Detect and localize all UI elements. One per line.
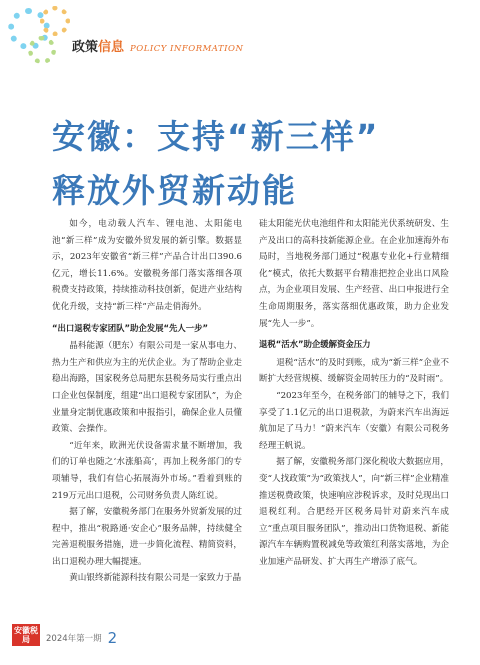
page-footer xyxy=(12,624,117,646)
paragraph: 退税“活水”的及时到账，成为“新三样”企业不断扩大经营规模、缓解资金周转压力的“及时雨”。 xyxy=(259,357,449,385)
publication-badge: 安徽税局 xyxy=(14,626,38,644)
title-line: 释放外贸新动能 xyxy=(52,171,297,210)
section-label-en: POLICY INFORMATION xyxy=(130,44,244,54)
paragraph: 据了解，安徽税务部门深化税收大数据应用，变“人找政策”为“政策找人”，向“新三样”企业精准推送税费政策，快速响应涉税诉求，及时兑现出口退税红利。合肥经开区税务局针对蔚来汽车成立“重点项目服务团队”，推动出口货物退税、新能源汽车车辆购置税减免等政策红利落实落地，为企业加速产品研发、扩大再生产增添了底气。 xyxy=(259,457,449,567)
paragraph: 据了解，安徽税务部门在服务外贸新发展的过程中，推出“税路通·安企心”服务品牌，持续健全完善退税服务措施，进一步简化流程、精简资料，出口退税办理大幅提速。 xyxy=(52,507,242,567)
subheading: “出口退税专家团队”助企发展“先人一步” xyxy=(52,322,209,333)
article-column-left xyxy=(52,216,242,587)
paragraph: 硅太阳能光伏电池组件和太阳能光伏系统研发、生产及出口的高科技新能源企业。在企业加速海外布局时，当地税务部门通过“税惠专业化+行业精细化”模式，依托大数据平台精准把控企业出口风险点，为企业项目发展、生产经营、出口申报进行全生命周期服务，落实落细优惠政策，助力企业发展“先人一步”。 xyxy=(259,219,449,329)
section-label-cn-accent: 信息 xyxy=(98,40,125,55)
page-number: 2 xyxy=(107,629,118,647)
paragraph: “近年来，欧洲光伏设备需求量不断增加，我们的订单也随之‘水涨船高’，再加上税务部门的专项辅导，我们有信心拓展海外市场。”看着到账的219万元出口退税，公司财务负责人陈红说。 xyxy=(52,440,242,501)
title-line: 安徽：支持“新三样” xyxy=(52,117,380,156)
subheading: 退税“活水”助企缓解资金压力 xyxy=(259,339,371,350)
section-header xyxy=(72,36,243,54)
gear-decoration-icon xyxy=(40,6,70,36)
paragraph: “2023年至今，在税务部门的辅导之下，我们享受了1.1亿元的出口退税款，为蔚来汽车出海远航加足了马力！”蔚来汽车（安徽）有限公司税务经理王帆说。 xyxy=(259,390,449,451)
article-column-right xyxy=(259,216,449,570)
gear-decoration-icon xyxy=(28,36,56,64)
issue-label: 2024年第一期 xyxy=(46,634,102,644)
section-label-cn: 政策 xyxy=(72,40,99,55)
paragraph: 晶科能源（肥东）有限公司是一家从事电力、热力生产和供应为主的光伏企业。为了帮助企业走稳出海路，国家税务总局肥东县税务局实行重点出口企业包保制度，组建“出口退税专家团队”，为企业量身定制优惠政策和申报指引，确保企业人员懂政策、会操作。 xyxy=(52,341,242,435)
paragraph: 如今，电动载人汽车、锂电池、太阳能电池“新三样”成为安徽外贸发展的新引擎。数据显示，2023年安徽省“新三样”产品合计出口390.6亿元，增长11.6%。安徽税务部门落实落细各项税费支持政策，持续推动科技创新，促进产业结构优化升级，支持“新三样”产品走俏海外。 xyxy=(52,219,242,312)
paragraph: 黄山银终新能源科技有限公司是一家致力于晶 xyxy=(69,573,242,584)
article-title xyxy=(52,110,452,218)
